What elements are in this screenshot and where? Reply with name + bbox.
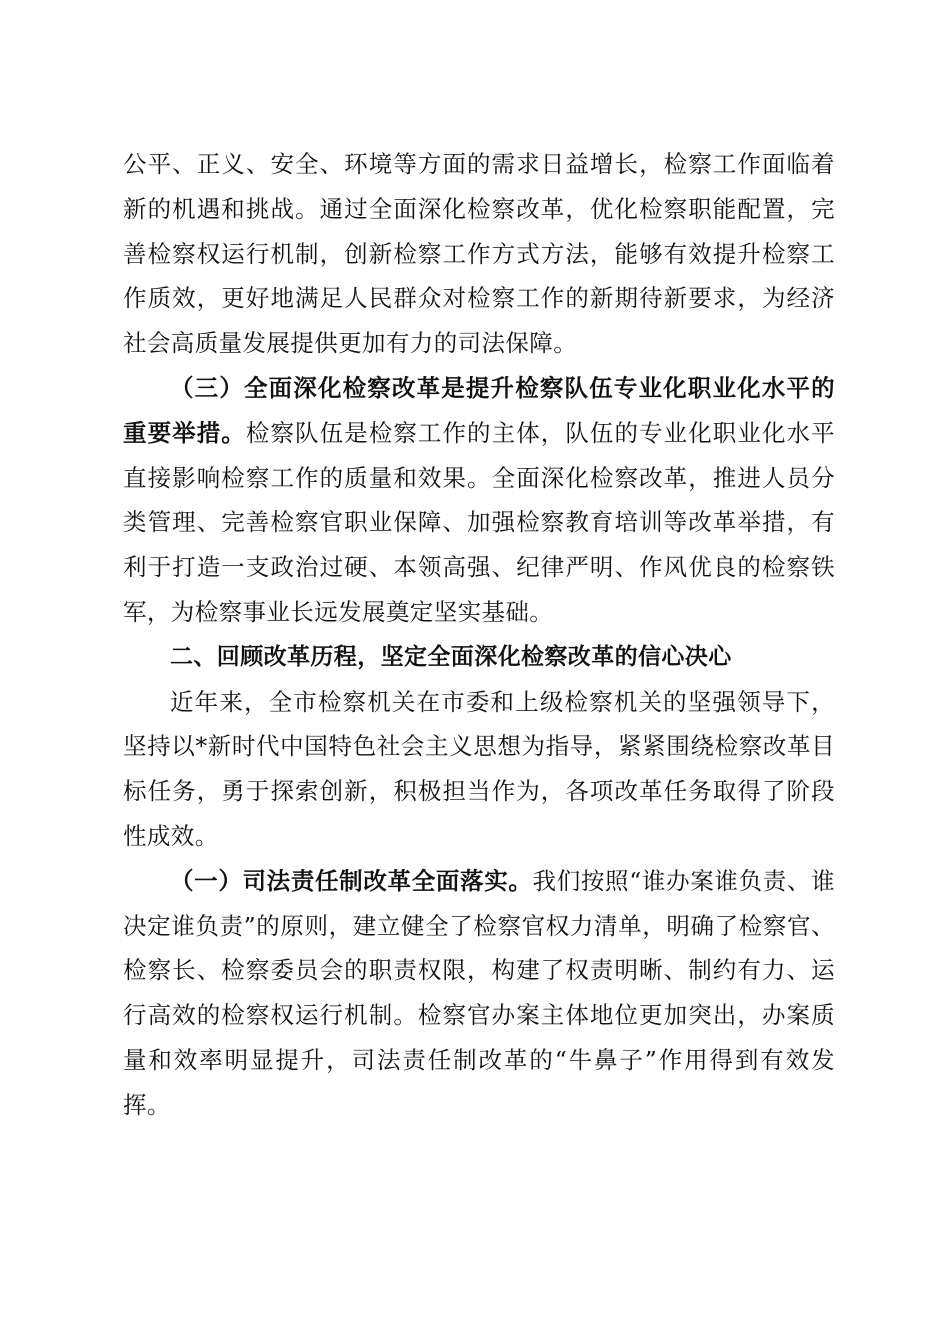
paragraph-section-three xyxy=(123,366,835,635)
document-body xyxy=(123,142,835,1128)
paragraph-continuation xyxy=(123,142,835,366)
section-heading: 二、回顾改革历程，坚定全面深化检察改革的信心决心 xyxy=(170,643,732,670)
paragraph-text: 近年来，全市检察机关在市委和上级检察机关的坚强领导下，坚持以*新时代中国特色社会主义思想为指导，紧紧围绕检察改革目标任务，勇于探索创新，积极担当作为，各项改革任务取得了阶段性成效。 xyxy=(123,687,835,850)
paragraph-text: 我们按照“谁办案谁负责、谁决定谁负责”的原则，建立健全了检察官权力清单，明确了检察官、检察长、检察委员会的职责权限，构建了权责明晰、制约有力、运行高效的检察权运行机制。检察官办案主体地位更加突出，办案质量和效率明显提升，司法责任制改革的“牛鼻子”作用得到有效发挥。 xyxy=(123,866,835,1119)
paragraph-section-one xyxy=(123,859,835,1128)
paragraph-text: 检察队伍是检察工作的主体，队伍的专业化职业化水平直接影响检察工作的质量和效果。全面深化检察改革，推进人员分类管理、完善检察官职业保障、加强检察教育培训等改革举措，有利于打造一支政治过硬、本领高强、纪律严明、作风优良的检察铁军，为检察事业长远发展奠定坚实基础。 xyxy=(123,418,835,626)
paragraph-lead-heading: （一）司法责任制改革全面落实。 xyxy=(170,866,533,895)
paragraph-intro xyxy=(123,680,835,859)
paragraph-text: 公平、正义、安全、环境等方面的需求日益增长，检察工作面临着新的机遇和挑战。通过全面深化检察改革，优化检察职能配置，完善检察权运行机制，创新检察工作方式方法，能够有效提升检察工作质效，更好地满足人民群众对检察工作的新期待新要求，为经济社会高质量发展提供更加有力的司法保障。 xyxy=(123,150,835,358)
paragraph-lead-heading: （三）全面深化检察改革是提升检察队伍专业化职业化水平的重要举措。 xyxy=(123,373,835,447)
